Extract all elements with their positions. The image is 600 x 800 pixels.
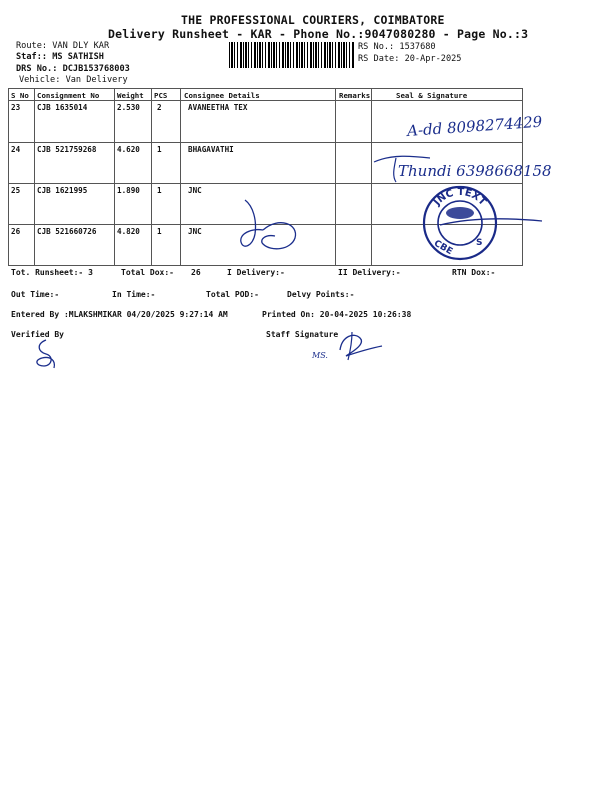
- company-title: THE PROFESSIONAL COURIERS, COIMBATORE: [181, 13, 445, 27]
- verified-by-label: Verified By: [11, 330, 64, 339]
- out-time: Out Time:-: [11, 290, 60, 299]
- row-pcs: 1: [157, 145, 162, 154]
- row-consignment: CJB 521759268: [37, 145, 97, 154]
- vehicle-label: Vehicle: Van Delivery: [19, 75, 128, 85]
- rs-date: RS Date: 20-Apr-2025: [358, 54, 462, 64]
- rs-number: RS No.: 1537680: [358, 42, 436, 52]
- row-consignee: JNC: [188, 186, 202, 195]
- delvy-points: Delvy Points:-: [287, 290, 355, 299]
- handwritten-signature-row-23: [405, 106, 565, 142]
- col-pcs: PCS: [154, 91, 168, 100]
- row-sno: 25: [11, 186, 21, 195]
- tot-runsheet: Tot. Runsheet:- 3: [11, 268, 93, 277]
- row-consignment: CJB 1635014: [37, 103, 88, 112]
- row-consignee: BHAGAVATHI: [188, 145, 234, 154]
- i-delivery: I Delivery:-: [227, 268, 285, 277]
- handwritten-signature-row-24: [372, 148, 587, 188]
- handwriting-text: Thundi 6398668158: [398, 162, 552, 180]
- col-seal-signature: Seal & Signature: [396, 91, 468, 100]
- row-pcs: 1: [157, 227, 162, 236]
- barcode: [229, 42, 354, 68]
- entered-by: Entered By :MLAKSHMIKAR 04/20/2025 9:27:14 AM: [11, 310, 228, 319]
- stamp-top-text: JNC TEXT: [431, 186, 489, 208]
- row-sno: 24: [11, 145, 21, 154]
- total-pod: Total POD:-: [206, 290, 259, 299]
- row-consignment: CJB 1621995: [37, 186, 88, 195]
- stamp-left-text: CBE: [432, 238, 455, 258]
- staff-label: Staf:: MS SATHISH: [16, 52, 104, 62]
- row-weight: 2.530: [117, 103, 140, 112]
- row-consignee: JNC: [188, 227, 202, 236]
- row-consignee: AVANEETHA TEX: [188, 103, 248, 112]
- verified-by-signature: [32, 338, 62, 370]
- col-consignment-no: Consignment No: [37, 91, 100, 100]
- row-consignment: CJB 521660726: [37, 227, 97, 236]
- col-remarks: Remarks: [339, 91, 371, 100]
- col-consignee-details: Consignee Details: [184, 91, 260, 100]
- signature-scribble-row-26: [233, 198, 303, 258]
- row-pcs: 2: [157, 103, 162, 112]
- handwriting-text: A-dd 8098274429: [406, 112, 543, 141]
- ii-delivery: II Delivery:-: [338, 268, 401, 277]
- in-time: In Time:-: [112, 290, 156, 299]
- stamp-right-text: S: [476, 238, 483, 248]
- drs-number: DRS No.: DCJB153768003: [16, 64, 130, 74]
- route-label: Route: VAN DLY KAR: [16, 41, 110, 51]
- row-sno: 26: [11, 227, 21, 236]
- row-sno: 23: [11, 103, 21, 112]
- row-weight: 4.820: [117, 227, 140, 236]
- total-dox-label: Total Dox:-: [121, 268, 174, 277]
- runsheet-subtitle: Delivery Runsheet - KAR - Phone No.:9047080280 - Page No.:3: [108, 27, 529, 41]
- col-sno: S No: [11, 91, 29, 100]
- row-weight: 4.620: [117, 145, 140, 154]
- row-pcs: 1: [157, 186, 162, 195]
- company-stamp: [420, 183, 545, 263]
- printed-on: Printed On: 20-04-2025 10:26:38: [262, 310, 412, 319]
- svg-text:JNC TEXT: [431, 187, 488, 209]
- col-weight: Weight: [117, 91, 144, 100]
- row-weight: 1.890: [117, 186, 140, 195]
- staff-signature-label: Staff Signature: [266, 330, 339, 339]
- rtn-dox: RTN Dox:-: [452, 268, 496, 277]
- staff-signature: [312, 330, 387, 366]
- total-dox-value: 26: [191, 268, 201, 277]
- staff-sig-initials: MS.: [312, 351, 328, 360]
